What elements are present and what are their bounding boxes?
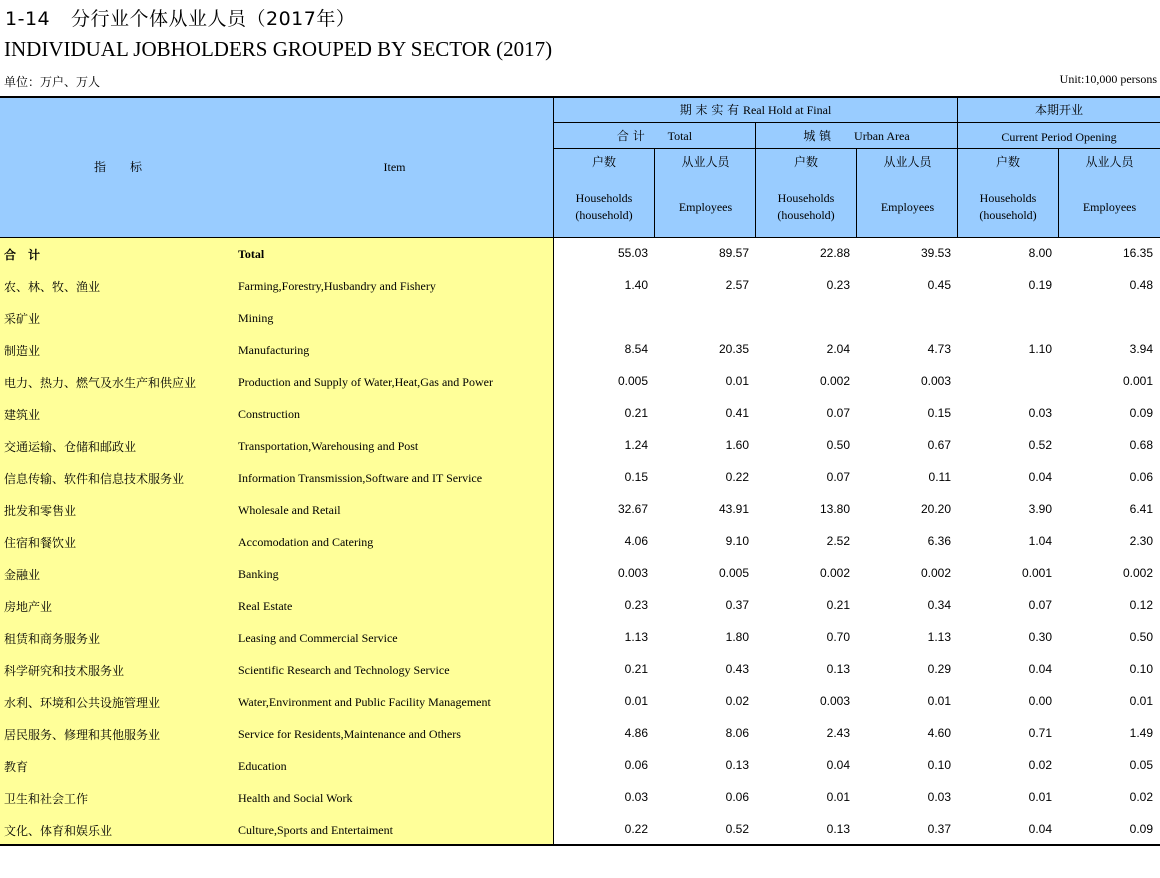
row-label-en: Real Estate bbox=[238, 599, 293, 613]
header-final-en: Real Hold at Final bbox=[742, 103, 832, 117]
cell-total-households: 0.22 bbox=[624, 822, 648, 836]
cell-urban-employees: 0.37 bbox=[927, 822, 951, 836]
cell-total-households: 4.86 bbox=[624, 726, 648, 740]
cell-urban-employees: 39.53 bbox=[920, 246, 951, 260]
cell-opening-households: 0.19 bbox=[1028, 278, 1052, 292]
col-opening-employees bbox=[1059, 154, 1160, 216]
cell-urban-employees: 0.10 bbox=[927, 758, 951, 772]
cell-opening-employees: 0.12 bbox=[1129, 598, 1153, 612]
cell-opening-employees: 0.09 bbox=[1129, 406, 1153, 420]
cell-total-households: 0.003 bbox=[617, 566, 648, 580]
cell-urban-households: 0.21 bbox=[826, 598, 850, 612]
cell-urban-households: 0.002 bbox=[819, 566, 850, 580]
cell-total-employees: 43.91 bbox=[718, 502, 749, 516]
cell-opening-employees: 0.02 bbox=[1129, 790, 1153, 804]
cell-opening-employees: 0.10 bbox=[1129, 662, 1153, 676]
cell-urban-employees: 4.60 bbox=[927, 726, 951, 740]
header-final-cn: 期 末 实 有 bbox=[679, 103, 740, 117]
col-employees-en: Employees bbox=[678, 200, 733, 214]
col-households-en: Households bbox=[777, 191, 835, 205]
cell-total-employees: 20.35 bbox=[718, 342, 749, 356]
cell-total-employees: 0.02 bbox=[725, 694, 749, 708]
header-final-group bbox=[554, 102, 957, 118]
cell-total-households: 1.24 bbox=[624, 438, 648, 452]
table-row bbox=[0, 622, 1160, 654]
col-households-cn: 户数 bbox=[793, 155, 818, 169]
row-label-cn: 信息传输、软件和信息技术服务业 bbox=[4, 472, 185, 486]
row-label-en: Production and Supply of Water,Heat,Gas and Power bbox=[238, 375, 493, 389]
cell-total-households: 8.54 bbox=[624, 342, 648, 356]
row-label-cn: 科学研究和技术服务业 bbox=[4, 664, 125, 678]
cell-opening-households: 0.03 bbox=[1028, 406, 1052, 420]
table-bottom-rule bbox=[0, 844, 1160, 846]
cell-opening-employees: 0.09 bbox=[1129, 822, 1153, 836]
cell-total-households: 0.21 bbox=[624, 406, 648, 420]
table-row bbox=[0, 526, 1160, 558]
row-label-cn: 制造业 bbox=[4, 344, 41, 358]
cell-opening-households: 0.02 bbox=[1028, 758, 1052, 772]
row-label-cn: 采矿业 bbox=[4, 312, 41, 326]
row-label-cn: 电力、热力、燃气及水生产和供应业 bbox=[4, 376, 197, 390]
table-title-cn bbox=[5, 4, 355, 31]
cell-opening-households: 0.04 bbox=[1028, 662, 1052, 676]
header-urban-en: Urban Area bbox=[854, 129, 910, 143]
row-label-en: Accomodation and Catering bbox=[238, 535, 374, 549]
cell-opening-employees: 0.05 bbox=[1129, 758, 1153, 772]
cell-urban-households: 0.04 bbox=[826, 758, 850, 772]
cell-opening-employees: 0.48 bbox=[1129, 278, 1153, 292]
cell-opening-employees: 0.06 bbox=[1129, 470, 1153, 484]
table-row-total bbox=[0, 238, 1160, 270]
cell-total-households: 0.01 bbox=[624, 694, 648, 708]
cell-total-employees: 0.13 bbox=[725, 758, 749, 772]
table-number: 1-14 bbox=[5, 8, 51, 30]
cell-opening-households: 0.04 bbox=[1028, 822, 1052, 836]
col-households-cn: 户数 bbox=[591, 155, 616, 169]
col-households-unit: (household) bbox=[575, 208, 633, 222]
header-total-group bbox=[554, 128, 755, 144]
row-label-en: Construction bbox=[238, 407, 300, 421]
header-item-en: Item bbox=[383, 160, 406, 174]
row-label-en: Service for Residents,Maintenance and Others bbox=[238, 727, 461, 741]
col-households-en: Households bbox=[979, 191, 1037, 205]
cell-total-households: 0.06 bbox=[624, 758, 648, 772]
cell-urban-households: 2.43 bbox=[826, 726, 850, 740]
row-label-en: Transportation,Warehousing and Post bbox=[238, 439, 419, 453]
table-row bbox=[0, 494, 1160, 526]
cell-urban-households: 0.07 bbox=[826, 406, 850, 420]
table-row bbox=[0, 750, 1160, 782]
col-total-households bbox=[554, 154, 654, 224]
cell-opening-employees: 1.49 bbox=[1129, 726, 1153, 740]
cell-total-employees: 0.43 bbox=[725, 662, 749, 676]
cell-urban-employees: 4.73 bbox=[927, 342, 951, 356]
cell-urban-households: 0.01 bbox=[826, 790, 850, 804]
cell-total-households: 4.06 bbox=[624, 534, 648, 548]
table-header bbox=[0, 96, 1160, 238]
table-row bbox=[0, 782, 1160, 814]
cell-total-households: 0.21 bbox=[624, 662, 648, 676]
cell-opening-households: 0.001 bbox=[1021, 566, 1052, 580]
unit-label-cn: 单位：万户、万人 bbox=[4, 75, 101, 89]
table-row bbox=[0, 302, 1160, 334]
table-row bbox=[0, 686, 1160, 718]
cell-urban-households: 0.50 bbox=[826, 438, 850, 452]
cell-opening-households: 8.00 bbox=[1028, 246, 1052, 260]
row-label-cn: 水利、环境和公共设施管理业 bbox=[4, 696, 161, 710]
cell-opening-employees: 0.01 bbox=[1129, 694, 1153, 708]
col-employees-cn: 从业人员 bbox=[681, 155, 730, 169]
table-row bbox=[0, 398, 1160, 430]
unit-label-en: Unit:10,000 persons bbox=[1059, 72, 1157, 86]
col-employees-en: Employees bbox=[880, 200, 935, 214]
row-label-en: Education bbox=[238, 759, 287, 773]
cell-opening-households: 1.10 bbox=[1028, 342, 1052, 356]
table-row bbox=[0, 270, 1160, 302]
cell-total-employees: 2.57 bbox=[725, 278, 749, 292]
row-label-cn: 文化、体育和娱乐业 bbox=[4, 824, 113, 838]
cell-urban-employees: 0.002 bbox=[920, 566, 951, 580]
row-label-cn: 卫生和社会工作 bbox=[4, 792, 89, 806]
header-urban-cn: 城 镇 bbox=[803, 129, 832, 143]
row-label-cn: 教育 bbox=[4, 760, 29, 774]
cell-opening-employees: 0.68 bbox=[1129, 438, 1153, 452]
row-label-en: Mining bbox=[238, 311, 274, 325]
cell-urban-households: 0.003 bbox=[819, 694, 850, 708]
cell-opening-households: 1.04 bbox=[1028, 534, 1052, 548]
cell-opening-employees: 3.94 bbox=[1129, 342, 1153, 356]
cell-total-employees: 1.60 bbox=[725, 438, 749, 452]
cell-urban-employees: 0.67 bbox=[927, 438, 951, 452]
header-opening-en: Current Period Opening bbox=[1001, 130, 1117, 144]
cell-opening-employees: 0.001 bbox=[1122, 374, 1153, 388]
col-households-en: Households bbox=[575, 191, 633, 205]
cell-opening-households: 0.52 bbox=[1028, 438, 1052, 452]
cell-urban-employees: 1.13 bbox=[927, 630, 951, 644]
col-households-unit: (household) bbox=[979, 208, 1037, 222]
cell-urban-households: 0.002 bbox=[819, 374, 850, 388]
cell-urban-households: 0.70 bbox=[826, 630, 850, 644]
table-row bbox=[0, 558, 1160, 590]
cell-total-households: 1.40 bbox=[624, 278, 648, 292]
row-label-cn: 金融业 bbox=[4, 568, 41, 582]
row-label-en: Total bbox=[238, 247, 265, 261]
header-total-en: Total bbox=[667, 129, 693, 143]
cell-urban-households: 13.80 bbox=[819, 502, 850, 516]
cell-total-employees: 0.52 bbox=[725, 822, 749, 836]
cell-urban-employees: 0.15 bbox=[927, 406, 951, 420]
cell-total-employees: 8.06 bbox=[725, 726, 749, 740]
row-label-en: Banking bbox=[238, 567, 279, 581]
table-row bbox=[0, 462, 1160, 494]
cell-urban-employees: 0.45 bbox=[927, 278, 951, 292]
cell-urban-households: 22.88 bbox=[819, 246, 850, 260]
cell-total-employees: 0.01 bbox=[725, 374, 749, 388]
cell-urban-households: 0.13 bbox=[826, 662, 850, 676]
cell-opening-households: 3.90 bbox=[1028, 502, 1052, 516]
table-row bbox=[0, 590, 1160, 622]
table-title-en: INDIVIDUAL JOBHOLDERS GROUPED BY SECTOR (2017) bbox=[4, 37, 553, 61]
cell-total-employees: 9.10 bbox=[725, 534, 749, 548]
cell-urban-employees: 20.20 bbox=[920, 502, 951, 516]
row-label-en: Information Transmission,Software and IT Service bbox=[238, 471, 483, 485]
cell-opening-households: 0.01 bbox=[1028, 790, 1052, 804]
cell-urban-households: 2.04 bbox=[826, 342, 850, 356]
table-row bbox=[0, 718, 1160, 750]
row-label-cn: 建筑业 bbox=[4, 408, 41, 422]
cell-opening-employees: 16.35 bbox=[1122, 246, 1153, 260]
cell-opening-employees: 0.002 bbox=[1122, 566, 1153, 580]
cell-total-households: 55.03 bbox=[617, 246, 648, 260]
cell-urban-households: 0.13 bbox=[826, 822, 850, 836]
col-households-unit: (household) bbox=[777, 208, 835, 222]
cell-total-employees: 0.41 bbox=[725, 406, 749, 420]
cell-opening-households: 0.07 bbox=[1028, 598, 1052, 612]
row-label-en: Leasing and Commercial Service bbox=[238, 631, 398, 645]
cell-total-employees: 89.57 bbox=[718, 246, 749, 260]
row-label-cn: 批发和零售业 bbox=[4, 504, 77, 518]
cell-opening-households: 0.00 bbox=[1028, 694, 1052, 708]
row-label-cn: 居民服务、修理和其他服务业 bbox=[4, 728, 161, 742]
table-row bbox=[0, 654, 1160, 686]
table-row bbox=[0, 430, 1160, 462]
cell-urban-employees: 0.003 bbox=[920, 374, 951, 388]
cell-total-households: 0.15 bbox=[624, 470, 648, 484]
table-title-cn-text: 分行业个体从业人员（2017年） bbox=[71, 8, 356, 30]
cell-urban-employees: 0.01 bbox=[927, 694, 951, 708]
cell-urban-employees: 0.29 bbox=[927, 662, 951, 676]
col-opening-households bbox=[958, 154, 1058, 224]
cell-urban-households: 0.07 bbox=[826, 470, 850, 484]
table-row bbox=[0, 814, 1160, 846]
cell-total-households: 0.03 bbox=[624, 790, 648, 804]
row-label-cn: 住宿和餐饮业 bbox=[4, 536, 77, 550]
cell-opening-employees: 6.41 bbox=[1129, 502, 1153, 516]
row-label-en: Water,Environment and Public Facility Management bbox=[238, 695, 491, 709]
cell-urban-employees: 0.34 bbox=[927, 598, 951, 612]
cell-total-employees: 0.06 bbox=[725, 790, 749, 804]
header-opening-cn: 本期开业 bbox=[1034, 103, 1083, 117]
row-label-en: Scientific Research and Technology Service bbox=[238, 663, 450, 677]
cell-urban-employees: 6.36 bbox=[927, 534, 951, 548]
cell-opening-employees: 0.50 bbox=[1129, 630, 1153, 644]
cell-urban-employees: 0.11 bbox=[928, 470, 951, 484]
col-urban-households bbox=[756, 154, 856, 224]
row-label-cn: 农、林、牧、渔业 bbox=[4, 280, 101, 294]
header-total-cn: 合 计 bbox=[616, 129, 645, 143]
col-employees-cn: 从业人员 bbox=[883, 155, 932, 169]
col-total-employees bbox=[655, 154, 756, 216]
col-urban-employees bbox=[857, 154, 958, 216]
row-label-en: Culture,Sports and Entertaiment bbox=[238, 823, 393, 837]
cell-total-households: 0.23 bbox=[624, 598, 648, 612]
row-label-en: Wholesale and Retail bbox=[238, 503, 341, 517]
cell-opening-employees: 2.30 bbox=[1129, 534, 1153, 548]
header-urban-group bbox=[756, 128, 957, 144]
cell-opening-households: 0.04 bbox=[1028, 470, 1052, 484]
col-households-cn: 户数 bbox=[995, 155, 1020, 169]
cell-opening-households: 0.30 bbox=[1028, 630, 1052, 644]
cell-total-employees: 1.80 bbox=[725, 630, 749, 644]
cell-opening-households: 0.71 bbox=[1028, 726, 1052, 740]
cell-total-employees: 0.37 bbox=[725, 598, 749, 612]
header-indicator-cn: 指 标 bbox=[93, 160, 142, 174]
col-employees-en: Employees bbox=[1082, 200, 1137, 214]
col-employees-cn: 从业人员 bbox=[1085, 155, 1134, 169]
cell-urban-households: 2.52 bbox=[826, 534, 850, 548]
row-label-cn: 租赁和商务服务业 bbox=[4, 632, 101, 646]
cell-total-employees: 0.005 bbox=[718, 566, 749, 580]
row-label-cn: 合 计 bbox=[4, 248, 41, 262]
row-label-en: Farming,Forestry,Husbandry and Fishery bbox=[238, 279, 436, 293]
row-label-en: Manufacturing bbox=[238, 343, 310, 357]
cell-total-employees: 0.22 bbox=[725, 470, 749, 484]
row-label-en: Health and Social Work bbox=[238, 791, 353, 805]
cell-total-households: 0.005 bbox=[617, 374, 648, 388]
cell-urban-employees: 0.03 bbox=[927, 790, 951, 804]
row-label-cn: 房地产业 bbox=[4, 600, 53, 614]
row-label-cn: 交通运输、仓储和邮政业 bbox=[4, 440, 137, 454]
cell-total-households: 32.67 bbox=[617, 502, 648, 516]
table-row bbox=[0, 366, 1160, 398]
cell-urban-households: 0.23 bbox=[826, 278, 850, 292]
cell-total-households: 1.13 bbox=[624, 630, 648, 644]
table-row bbox=[0, 334, 1160, 366]
